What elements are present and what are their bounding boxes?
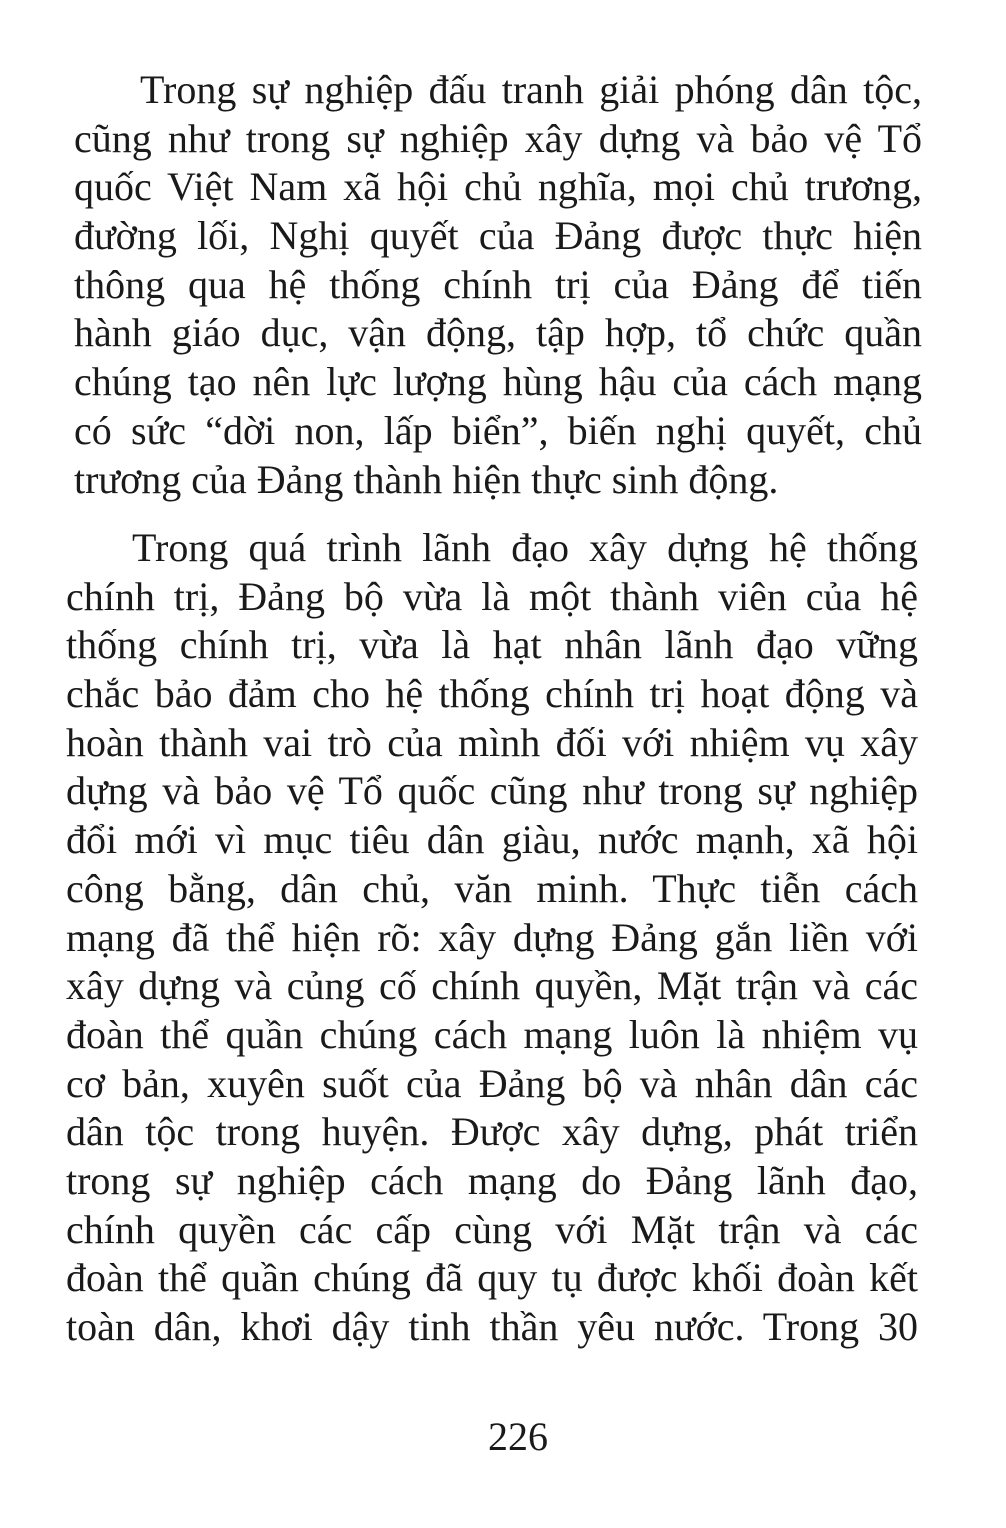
text-line: thống chính trị, vừa là hạt nhân lãnh đạo vững bbox=[66, 622, 918, 668]
text-line: toàn dân, khơi dậy tinh thần yêu nước. Trong 30 bbox=[66, 1304, 918, 1349]
text-line: cũng như trong sự nghiệp xây dựng và bảo vệ Tổ bbox=[74, 115, 922, 161]
page-number: 226 bbox=[488, 1414, 548, 1459]
text-line: công bằng, dân chủ, văn minh. Thực tiễn cách bbox=[66, 865, 918, 911]
text-line: chắc bảo đảm cho hệ thống chính trị hoạt động và bbox=[66, 671, 918, 717]
text-line: hành giáo dục, vận động, tập hợp, tổ chức quần bbox=[74, 310, 922, 356]
text-line: trương của Đảng thành hiện thực sinh động. bbox=[74, 456, 779, 502]
text-line: chính quyền các cấp cùng với Mặt trận và các bbox=[66, 1206, 918, 1252]
text-line: Trong quá trình lãnh đạo xây dựng hệ thống bbox=[132, 525, 918, 570]
text-line: cơ bản, xuyên suốt của Đảng bộ và nhân dân các bbox=[66, 1060, 918, 1106]
text-line: chính trị, Đảng bộ vừa là một thành viên của hệ bbox=[66, 573, 918, 619]
text-line: đoàn thể quần chúng cách mạng luôn là nhiệm vụ bbox=[66, 1011, 918, 1057]
paragraph-1 bbox=[74, 66, 922, 504]
text-line: thông qua hệ thống chính trị của Đảng để tiến bbox=[74, 261, 922, 307]
text-line: mạng đã thể hiện rõ: xây dựng Đảng gắn liền với bbox=[66, 914, 918, 960]
text-line: chúng tạo nên lực lượng hùng hậu của cách mạng bbox=[74, 359, 922, 405]
text-line: trong sự nghiệp cách mạng do Đảng lãnh đạo, bbox=[66, 1157, 918, 1203]
text-line: quốc Việt Nam xã hội chủ nghĩa, mọi chủ trương, bbox=[74, 164, 922, 210]
text-line: có sức “dời non, lấp biển”, biến nghị quyết, chủ bbox=[74, 407, 922, 453]
text-line: xây dựng và củng cố chính quyền, Mặt trận và các bbox=[66, 963, 918, 1009]
text-line: hoàn thành vai trò của mình đối với nhiệm vụ xây bbox=[66, 719, 918, 765]
text-line: Trong sự nghiệp đấu tranh giải phóng dân tộc, bbox=[140, 67, 922, 112]
text-line: đổi mới vì mục tiêu dân giàu, nước mạnh, xã hội bbox=[66, 817, 918, 863]
text-line: dựng và bảo vệ Tổ quốc cũng như trong sự nghiệp bbox=[66, 768, 918, 814]
text-line: dân tộc trong huyện. Được xây dựng, phát triển bbox=[66, 1109, 918, 1155]
paragraph-2 bbox=[66, 524, 918, 1352]
text-line: đoàn thể quần chúng đã quy tụ được khối đoàn kết bbox=[66, 1255, 918, 1301]
text-line: đường lối, Nghị quyết của Đảng được thực hiện bbox=[74, 213, 922, 259]
